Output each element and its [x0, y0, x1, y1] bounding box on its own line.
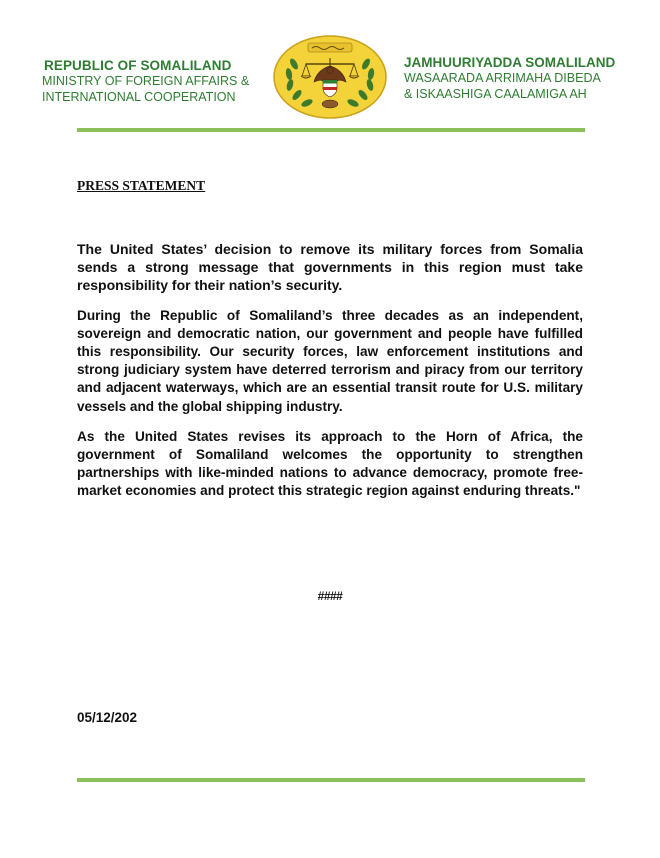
letterhead-somali	[404, 55, 644, 102]
letterhead-english	[42, 58, 272, 105]
end-mark: ####	[317, 589, 343, 603]
somaliland-coat-of-arms-icon	[272, 34, 388, 120]
paragraph-2: During the Republic of Somaliland’s three decades as an independent, sovereign and democratic nation, our government and people have fulfilled this responsibility. Our security forces, law enforcement institutions and strong judiciary system have deterred terrorism and piracy from our territory and adjacent waterways, which are an essential transit route for U.S. military vessels and the global shipping industry.	[77, 307, 583, 414]
letterhead-somali-line2: WASAARADA ARRIMAHA DIBEDA	[404, 71, 601, 85]
letterhead-english-line2: MINISTRY OF FOREIGN AFFAIRS &	[42, 74, 250, 88]
statement-date: 05/12/202	[77, 710, 138, 725]
statement-body	[77, 240, 583, 513]
letterhead-somali-line3: & ISKAASHIGA CAALAMIGA AH	[404, 87, 587, 101]
letterhead-english-line1: REPUBLIC OF SOMALILAND	[44, 58, 232, 73]
document-heading: PRESS STATEMENT	[77, 178, 206, 193]
top-divider	[77, 128, 585, 132]
letterhead-english-line3: INTERNATIONAL COOPERATION	[42, 90, 236, 104]
paragraph-1: The United States’ decision to remove its military forces from Somalia sends a strong message that governments in this region must take responsibility for their nation’s security.	[77, 241, 583, 294]
letterhead-somali-line1: JAMHUURIYADDA SOMALILAND	[404, 55, 616, 70]
paragraph-3: As the United States revises its approach to the Horn of Africa, the government of Somaliland welcomes the opportunity to strengthen partnerships with like-minded nations to advance democracy, promote free-market economies and protect this strategic region against enduring threats."	[77, 428, 583, 499]
bottom-divider	[77, 778, 585, 782]
